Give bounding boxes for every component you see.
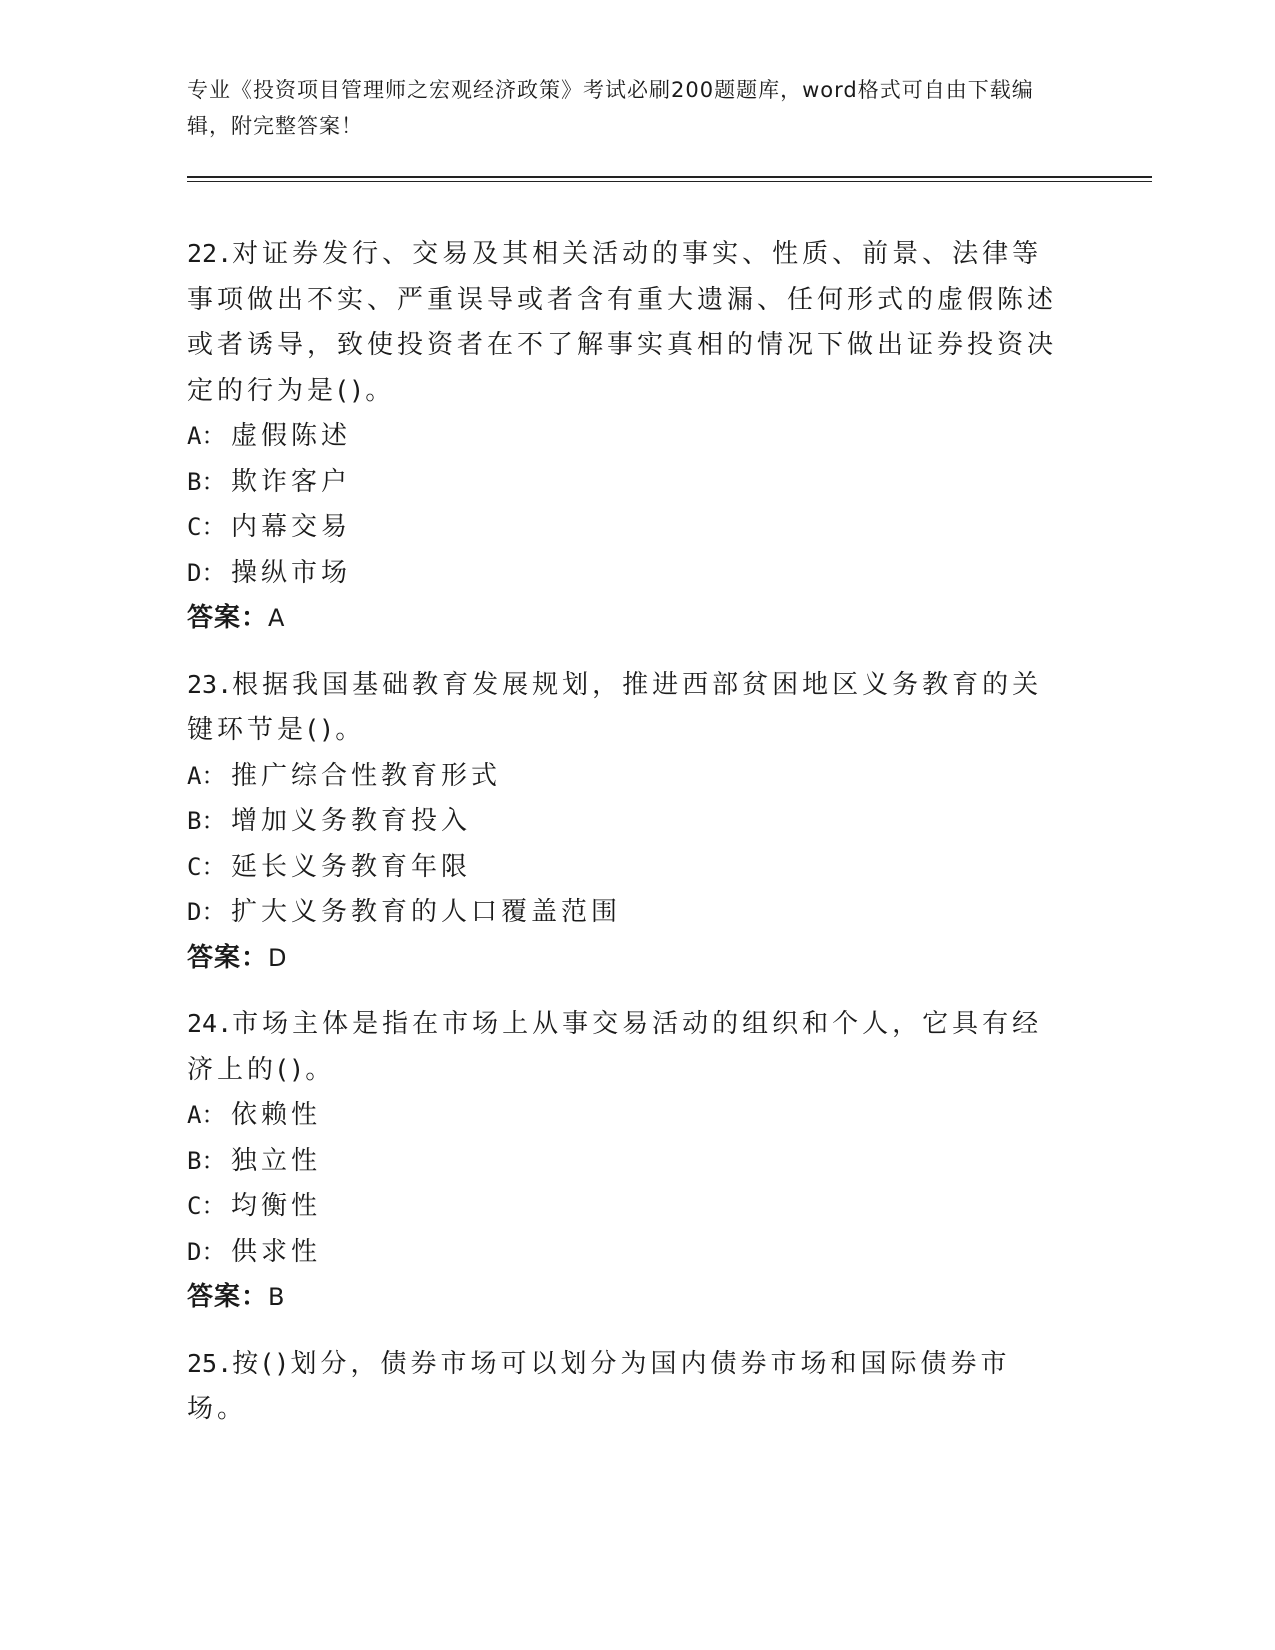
option-key: D： [187,898,226,926]
question-23 [187,662,1067,982]
option-key: B： [187,1146,226,1175]
option-c [187,1184,1067,1230]
option-key: A： [187,422,226,450]
question-body: 市场主体是指在市场上从事交易活动的组织和个人，它具有经济上的()。 [187,1009,1043,1085]
option-key: C： [187,1192,226,1220]
answer-label: 答案： [187,603,269,633]
answer-label: 答案： [187,1282,269,1312]
option-text: 依赖性 [231,1100,322,1130]
question-22 [187,231,1067,642]
answer-value: A [268,604,286,632]
option-text: 延长义务教育年限 [231,851,472,882]
option-key: A： [187,761,226,790]
question-24 [187,1001,1067,1321]
option-d [187,551,1067,597]
option-b [187,460,1067,506]
option-b [187,799,1067,845]
option-text: 供求性 [231,1236,322,1267]
question-number: 24. [187,1009,233,1038]
option-text: 推广综合性教育形式 [231,760,502,791]
option-key: B： [187,467,226,496]
document-header: 专业《投资项目管理师之宏观经济政策》考试必刷200题题库，word格式可自由下载编辑，附完整答案！ [187,78,1034,138]
answer-line [187,1275,1067,1321]
question-text [187,1341,1067,1433]
option-text: 虚假陈述 [231,421,352,451]
question-body: 按()划分，债券市场可以划分为国内债券市场和国际债券市场。 [187,1348,1011,1424]
question-text [187,1001,1067,1093]
option-text: 操纵市场 [231,557,352,588]
answer-label: 答案： [187,942,269,973]
question-number: 23. [187,669,233,699]
option-key: C： [187,513,226,541]
answer-line [187,596,1067,642]
question-number: 25. [187,1348,233,1378]
question-text [187,231,1067,414]
option-key: A： [187,1101,226,1129]
option-text: 增加义务教育投入 [231,806,472,836]
option-b [187,1139,1067,1185]
question-25 [187,1341,1067,1433]
question-body: 根据我国基础教育发展规划，推进西部贫困地区义务教育的关键环节是()。 [187,669,1043,745]
option-key: C： [187,852,226,881]
header-divider [187,176,1152,182]
option-a [187,1093,1067,1139]
answer-line [187,936,1067,982]
option-d [187,890,1067,936]
option-text: 独立性 [231,1145,322,1176]
option-text: 欺诈客户 [231,466,352,497]
question-body: 对证券发行、交易及其相关活动的事实、性质、前景、法律等事项做出不实、严重误导或者含有重大遗漏、任何形式的虚假陈述或者诱导，致使投资者在不了解事实真相的情况下做出证券投资决定的行为是()。 [187,239,1058,406]
option-a [187,414,1067,460]
option-text: 内幕交易 [231,512,352,542]
option-text: 均衡性 [231,1191,322,1221]
option-text: 扩大义务教育的人口覆盖范围 [231,897,622,927]
option-d [187,1230,1067,1276]
answer-value: B [268,1283,286,1311]
option-c [187,505,1067,551]
option-key: D： [187,1237,226,1266]
question-list [187,231,1067,1453]
question-text [187,662,1067,754]
question-number: 22. [187,239,233,268]
option-c [187,845,1067,891]
option-key: B： [187,807,226,835]
option-a [187,754,1067,800]
answer-value: D [268,943,288,972]
option-key: D： [187,558,226,587]
